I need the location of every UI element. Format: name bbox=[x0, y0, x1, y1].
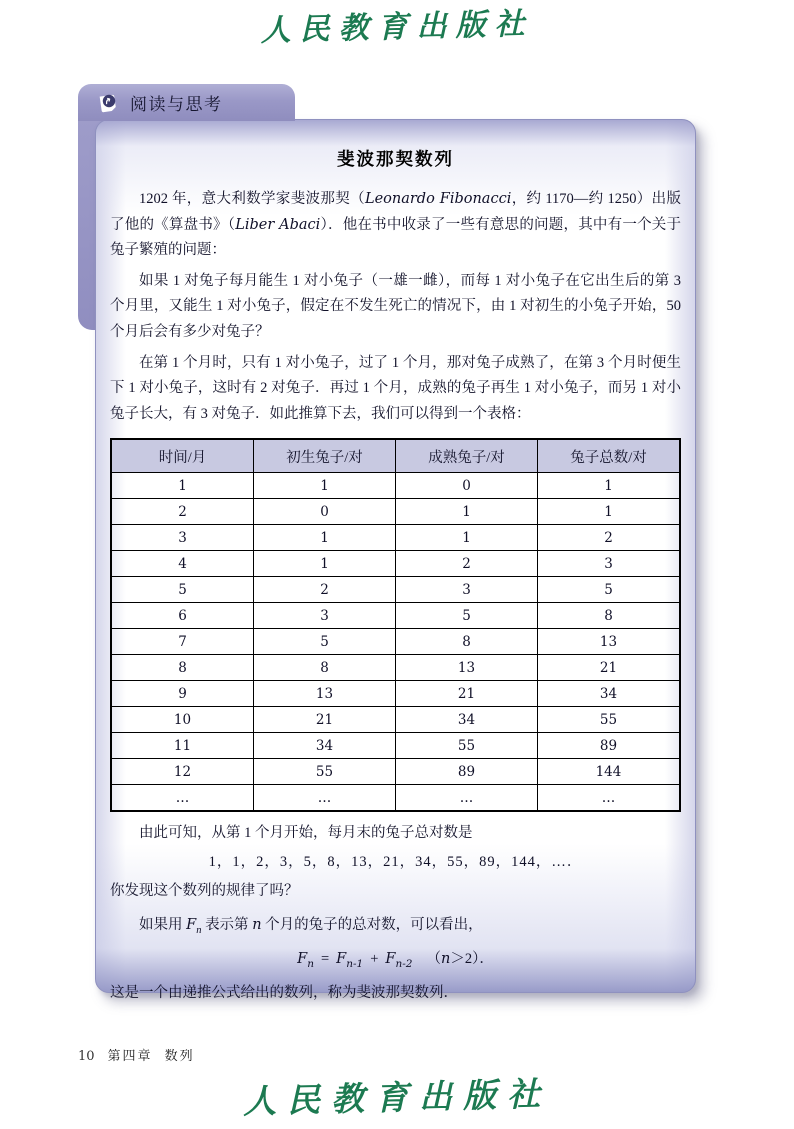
table-cell: 34 bbox=[395, 707, 537, 733]
latin-book-title: Liber Abaci bbox=[235, 216, 321, 233]
table-cell: 13 bbox=[537, 629, 680, 655]
equals-sign: = bbox=[320, 951, 330, 968]
table-cell: … bbox=[395, 785, 537, 812]
symbol-F-subscript: n bbox=[196, 925, 202, 937]
table-cell: … bbox=[111, 785, 253, 812]
column-header: 时间/月 bbox=[111, 439, 253, 473]
table-cell: 3 bbox=[253, 603, 395, 629]
table-row bbox=[111, 525, 680, 551]
table-cell: 8 bbox=[253, 655, 395, 681]
table-cell: 0 bbox=[395, 473, 537, 499]
formula-sub-n: n bbox=[307, 958, 314, 971]
table-cell: 1 bbox=[537, 499, 680, 525]
table-cell: 21 bbox=[253, 707, 395, 733]
intro-text: 1202 年，意大利数学家斐波那契（ bbox=[139, 191, 365, 207]
table-cell: 3 bbox=[111, 525, 253, 551]
table-cell: 1 bbox=[111, 473, 253, 499]
paragraph-intro bbox=[110, 187, 681, 264]
table-cell: 5 bbox=[537, 577, 680, 603]
table-row bbox=[111, 759, 680, 785]
table-row bbox=[111, 577, 680, 603]
table-cell: 2 bbox=[537, 525, 680, 551]
table-row bbox=[111, 681, 680, 707]
table-cell: 21 bbox=[395, 681, 537, 707]
table-cell: 12 bbox=[111, 759, 253, 785]
table-row bbox=[111, 655, 680, 681]
table-cell: 55 bbox=[253, 759, 395, 785]
table-cell: 34 bbox=[537, 681, 680, 707]
table-cell: 10 bbox=[111, 707, 253, 733]
table-row bbox=[111, 499, 680, 525]
column-header: 成熟兔子/对 bbox=[395, 439, 537, 473]
article-title: 斐波那契数列 bbox=[337, 149, 454, 169]
table-cell: 2 bbox=[395, 551, 537, 577]
table-cell: 4 bbox=[111, 551, 253, 577]
paragraph-rabbit-problem: 如果 1 对兔子每月能生 1 对小兔子（一雄一雌），而每 1 对小兔子在它出生后的第 3 个月里，又能生 1 对小兔子，假定在不发生死亡的情况下，由 1 对初生的小兔子开始，50 个月后会有多少对兔子？ bbox=[110, 272, 681, 340]
table-row bbox=[111, 629, 680, 655]
paragraph-notation bbox=[110, 911, 681, 945]
intro-text: ）．他在书中收录了一些有意思的问题，其中有一个关于兔子繁殖的问题： bbox=[110, 216, 682, 259]
notation-text: 个月的兔子的总对数，可以看出， bbox=[261, 917, 483, 934]
table-row bbox=[111, 733, 680, 759]
table-cell: 8 bbox=[537, 603, 680, 629]
notation-text: 如果用 bbox=[139, 917, 187, 934]
table-cell: 144 bbox=[537, 759, 680, 785]
table-cell: 0 bbox=[253, 499, 395, 525]
table-cell: 1 bbox=[537, 473, 680, 499]
table-cell: 8 bbox=[395, 629, 537, 655]
column-header: 兔子总数/对 bbox=[537, 439, 680, 473]
table-row bbox=[111, 473, 680, 499]
table-cell: 7 bbox=[111, 629, 253, 655]
page-number: 10 bbox=[78, 1049, 95, 1064]
table-cell: 55 bbox=[395, 733, 537, 759]
notation-text: 表示第 bbox=[201, 917, 253, 934]
table-cell: 3 bbox=[395, 577, 537, 603]
chapter-label: 第四章 bbox=[107, 1048, 153, 1063]
table-cell: 55 bbox=[537, 707, 680, 733]
table-cell: 5 bbox=[111, 577, 253, 603]
fibonacci-table bbox=[110, 438, 681, 812]
reading-content-box bbox=[95, 119, 696, 1002]
table-cell: 1 bbox=[395, 525, 537, 551]
table-cell: 34 bbox=[253, 733, 395, 759]
condition-open-paren: （ bbox=[426, 951, 441, 968]
table-cell: 5 bbox=[395, 603, 537, 629]
table-cell: 13 bbox=[395, 655, 537, 681]
table-cell: 13 bbox=[253, 681, 395, 707]
formula-condition bbox=[426, 951, 493, 967]
column-header: 初生兔子/对 bbox=[253, 439, 395, 473]
table-cell: 1 bbox=[395, 499, 537, 525]
formula-F: F bbox=[336, 951, 347, 968]
section-label: 数列 bbox=[164, 1048, 195, 1063]
fibonacci-sequence-line: 1，1，2，3，5，8，13，21，34，55，89，144，…． bbox=[208, 854, 583, 871]
table-cell: 9 bbox=[111, 681, 253, 707]
table-cell: 2 bbox=[111, 499, 253, 525]
table-cell: … bbox=[253, 785, 395, 812]
formula-sub-n-2: n-2 bbox=[395, 958, 413, 971]
intro-text: ，约 1170—约 1250）出版了他的《算盘书》（ bbox=[110, 191, 681, 233]
table-row bbox=[111, 707, 680, 733]
table-header-row bbox=[111, 439, 680, 473]
reading-section-tab bbox=[78, 84, 295, 121]
plus-sign: + bbox=[370, 951, 379, 968]
table-cell: 8 bbox=[111, 655, 253, 681]
table-cell: … bbox=[537, 785, 680, 812]
table-cell: 6 bbox=[111, 603, 253, 629]
table-cell: 2 bbox=[253, 577, 395, 603]
publisher-watermark-top: 人民教育出版社 bbox=[260, 6, 535, 49]
symbol-F: F bbox=[186, 917, 197, 934]
table-cell: 1 bbox=[253, 525, 395, 551]
table-cell: 89 bbox=[537, 733, 680, 759]
symbol-n: n bbox=[252, 917, 262, 934]
paragraph-conclusion-lead: 由此可知，从第 1 个月开始，每月末的兔子总对数是 bbox=[139, 825, 473, 842]
table-cell: 21 bbox=[537, 655, 680, 681]
condition-var-n: n bbox=[440, 951, 451, 968]
reading-book-icon bbox=[97, 91, 120, 114]
table-row bbox=[111, 785, 680, 812]
formula-sub-n-1: n-1 bbox=[346, 958, 364, 971]
table-cell: 89 bbox=[395, 759, 537, 785]
recurrence-formula bbox=[110, 945, 681, 979]
table-cell: 1 bbox=[253, 473, 395, 499]
formula-F: F bbox=[385, 951, 396, 968]
table-cell: 3 bbox=[537, 551, 680, 577]
table-row bbox=[111, 551, 680, 577]
table-cell: 5 bbox=[253, 629, 395, 655]
condition-rest: ＞2）． bbox=[450, 951, 494, 968]
table-cell: 1 bbox=[253, 551, 395, 577]
paragraph-derivation: 在第 1 个月时，只有 1 对小兔子，过了 1 个月，那对兔子成熟了，在第 3 个月时便生下 1 对小兔子，这时有 2 对兔子．再过 1 个月，成熟的兔子再生 1 对小兔子，而另 1 对小兔子长大，有 3 对兔子．如此推算下去，我们可以得到一个表格： bbox=[110, 354, 681, 422]
latin-name: Leonardo Fibonacci bbox=[364, 191, 512, 207]
paragraph-question: 你发现这个数列的规律了吗？ bbox=[110, 883, 299, 900]
table-row bbox=[111, 603, 680, 629]
paragraph-definition: 这是一个由递推公式给出的数列，称为斐波那契数列． bbox=[110, 985, 458, 1002]
publisher-watermark-bottom: 人民教育出版社 bbox=[242, 1073, 552, 1122]
table-cell: 11 bbox=[111, 733, 253, 759]
table-head bbox=[111, 439, 680, 473]
section-tab-label: 阅读与思考 bbox=[130, 95, 223, 114]
formula-F: F bbox=[297, 951, 308, 968]
page-footer bbox=[78, 1045, 195, 1064]
table-body bbox=[111, 473, 680, 812]
